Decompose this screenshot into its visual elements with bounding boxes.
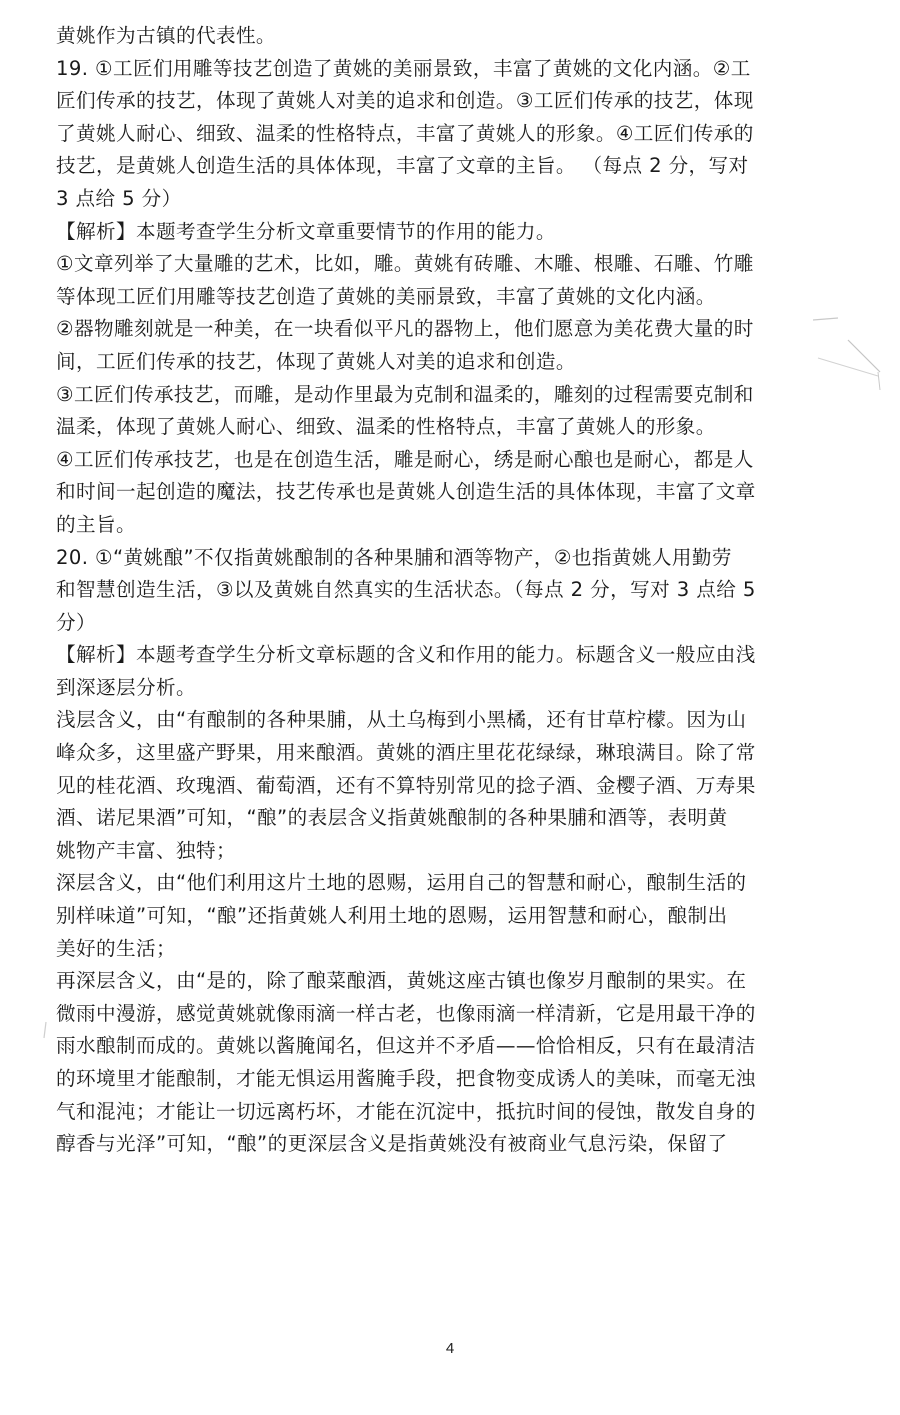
document-body [56,20,812,1161]
text-line: ②器物雕刻就是一种美，在一块看似平凡的器物上，他们愿意为美花费大量的时 [56,317,754,341]
text-line: 美好的生活； [56,936,176,960]
scan-speck-icon [38,1020,54,1042]
text-line: 到深逐层分析。 [56,675,196,699]
pencil-mark-icon [808,310,888,400]
text-line: 分） [56,610,96,634]
text-line: 20. ①“黄姚酿”不仅指黄姚酿制的各种果脯和酒等物产，②也指黄姚人用勤劳 [56,545,732,569]
paragraph-q20-deeper [56,965,812,1161]
text-line: 峰众多，这里盛产野果，用来酿酒。黄姚的酒庄里花花绿绿，琳琅满目。除了常 [56,741,756,765]
text-line: 匠们传承的技艺，体现了黄姚人对美的追求和创造。③工匠们传承的技艺，体现 [56,89,754,113]
text-line: 微雨中漫游，感觉黄姚就像雨滴一样古老，也像雨滴一样清新，它是用最干净的 [56,1001,756,1025]
text-line: 技艺，是黄姚人创造生活的具体体现，丰富了文章的主旨。 （每点 2 分，写对 [56,154,749,178]
text-line: 等体现工匠们用雕等技艺创造了黄姚的美丽景致，丰富了黄姚的文化内涵。 [56,284,716,308]
text-line: 姚物产丰富、独特； [56,838,236,862]
text-line: 气和混沌；才能让一切远离朽坏，才能在沉淀中，抵抗时间的侵蚀，散发自身的 [56,1099,756,1123]
page-number: 4 [445,1340,455,1357]
text-line: 再深层含义，由“是的，除了酿菜酿酒，黄姚这座古镇也像岁月酿制的果实。在 [56,969,747,993]
text-line: 3 点给 5 分） [56,186,182,210]
paragraph-p-intro-tail [56,20,812,53]
text-line: ①文章列举了大量雕的艺术，比如，雕。黄姚有砖雕、木雕、根雕、石雕、竹雕 [56,252,754,276]
text-line: 和智慧创造生活，③以及黄姚自然真实的生活状态。（每点 2 分，写对 3 点给 5 [56,578,756,602]
text-line: 酒、诺尼果酒”可知，“酿”的表层含义指黄姚酿制的各种果脯和酒等，表明黄 [56,806,728,830]
text-line: 浅层含义，由“有酿制的各种果脯，从土乌梅到小黑橘，还有甘草柠檬。因为山 [56,708,747,732]
text-line: 雨水酿制而成的。黄姚以酱腌闻名，但这并不矛盾——恰恰相反，只有在最清洁 [56,1034,756,1058]
text-line: 深层含义，由“他们利用这片土地的恩赐，运用自己的智慧和耐心，酿制生活的 [56,871,747,895]
paragraph-q19-point4 [56,444,812,542]
text-line: 间，工匠们传承的技艺，体现了黄姚人对美的追求和创造。 [56,349,576,373]
text-line: 的主旨。 [56,512,136,536]
text-line: 了黄姚人耐心、细致、温柔的性格特点，丰富了黄姚人的形象。④工匠们传承的 [56,121,754,145]
paragraph-q19-point1 [56,248,812,313]
paragraph-q19-answer [56,53,812,216]
text-line: 【解析】本题考查学生分析文章重要情节的作用的能力。 [56,219,556,243]
paragraph-q20-shallow [56,704,812,867]
text-line: 黄姚作为古镇的代表性。 [56,24,276,47]
paragraph-q19-analysis [56,216,812,249]
text-line: ③工匠们传承技艺，而雕，是动作里最为克制和温柔的，雕刻的过程需要克制和 [56,382,754,406]
paragraph-q20-deep [56,867,812,965]
paragraph-q19-point3 [56,379,812,444]
text-line: 的环境里才能酿制，才能无惧运用酱腌手段，把食物变成诱人的美味，而毫无浊 [56,1067,756,1090]
text-line: ④工匠们传承技艺，也是在创造生活，雕是耐心，绣是耐心酿也是耐心，都是人 [56,447,754,471]
text-line: 温柔，体现了黄姚人耐心、细致、温柔的性格特点，丰富了黄姚人的形象。 [56,415,716,439]
paragraph-q19-point2 [56,313,812,378]
text-line: 别样味道”可知，“酿”还指黄姚人利用土地的恩赐，运用智慧和耐心，酿制出 [56,904,728,928]
paragraph-q20-analysis [56,639,812,704]
paragraph-q20-answer [56,542,812,640]
text-line: 19. ①工匠们用雕等技艺创造了黄姚的美丽景致，丰富了黄姚的文化内涵。②工 [56,56,751,80]
text-line: 醇香与光泽”可知，“酿”的更深层含义是指黄姚没有被商业气息污染，保留了 [56,1132,728,1156]
text-line: 和时间一起创造的魔法，技艺传承也是黄姚人创造生活的具体体现，丰富了文章 [56,480,756,504]
text-line: 【解析】本题考查学生分析文章标题的含义和作用的能力。标题含义一般应由浅 [56,643,756,667]
text-line: 见的桂花酒、玫瑰酒、葡萄酒，还有不算特别常见的捻子酒、金樱子酒、万寿果 [56,773,756,797]
